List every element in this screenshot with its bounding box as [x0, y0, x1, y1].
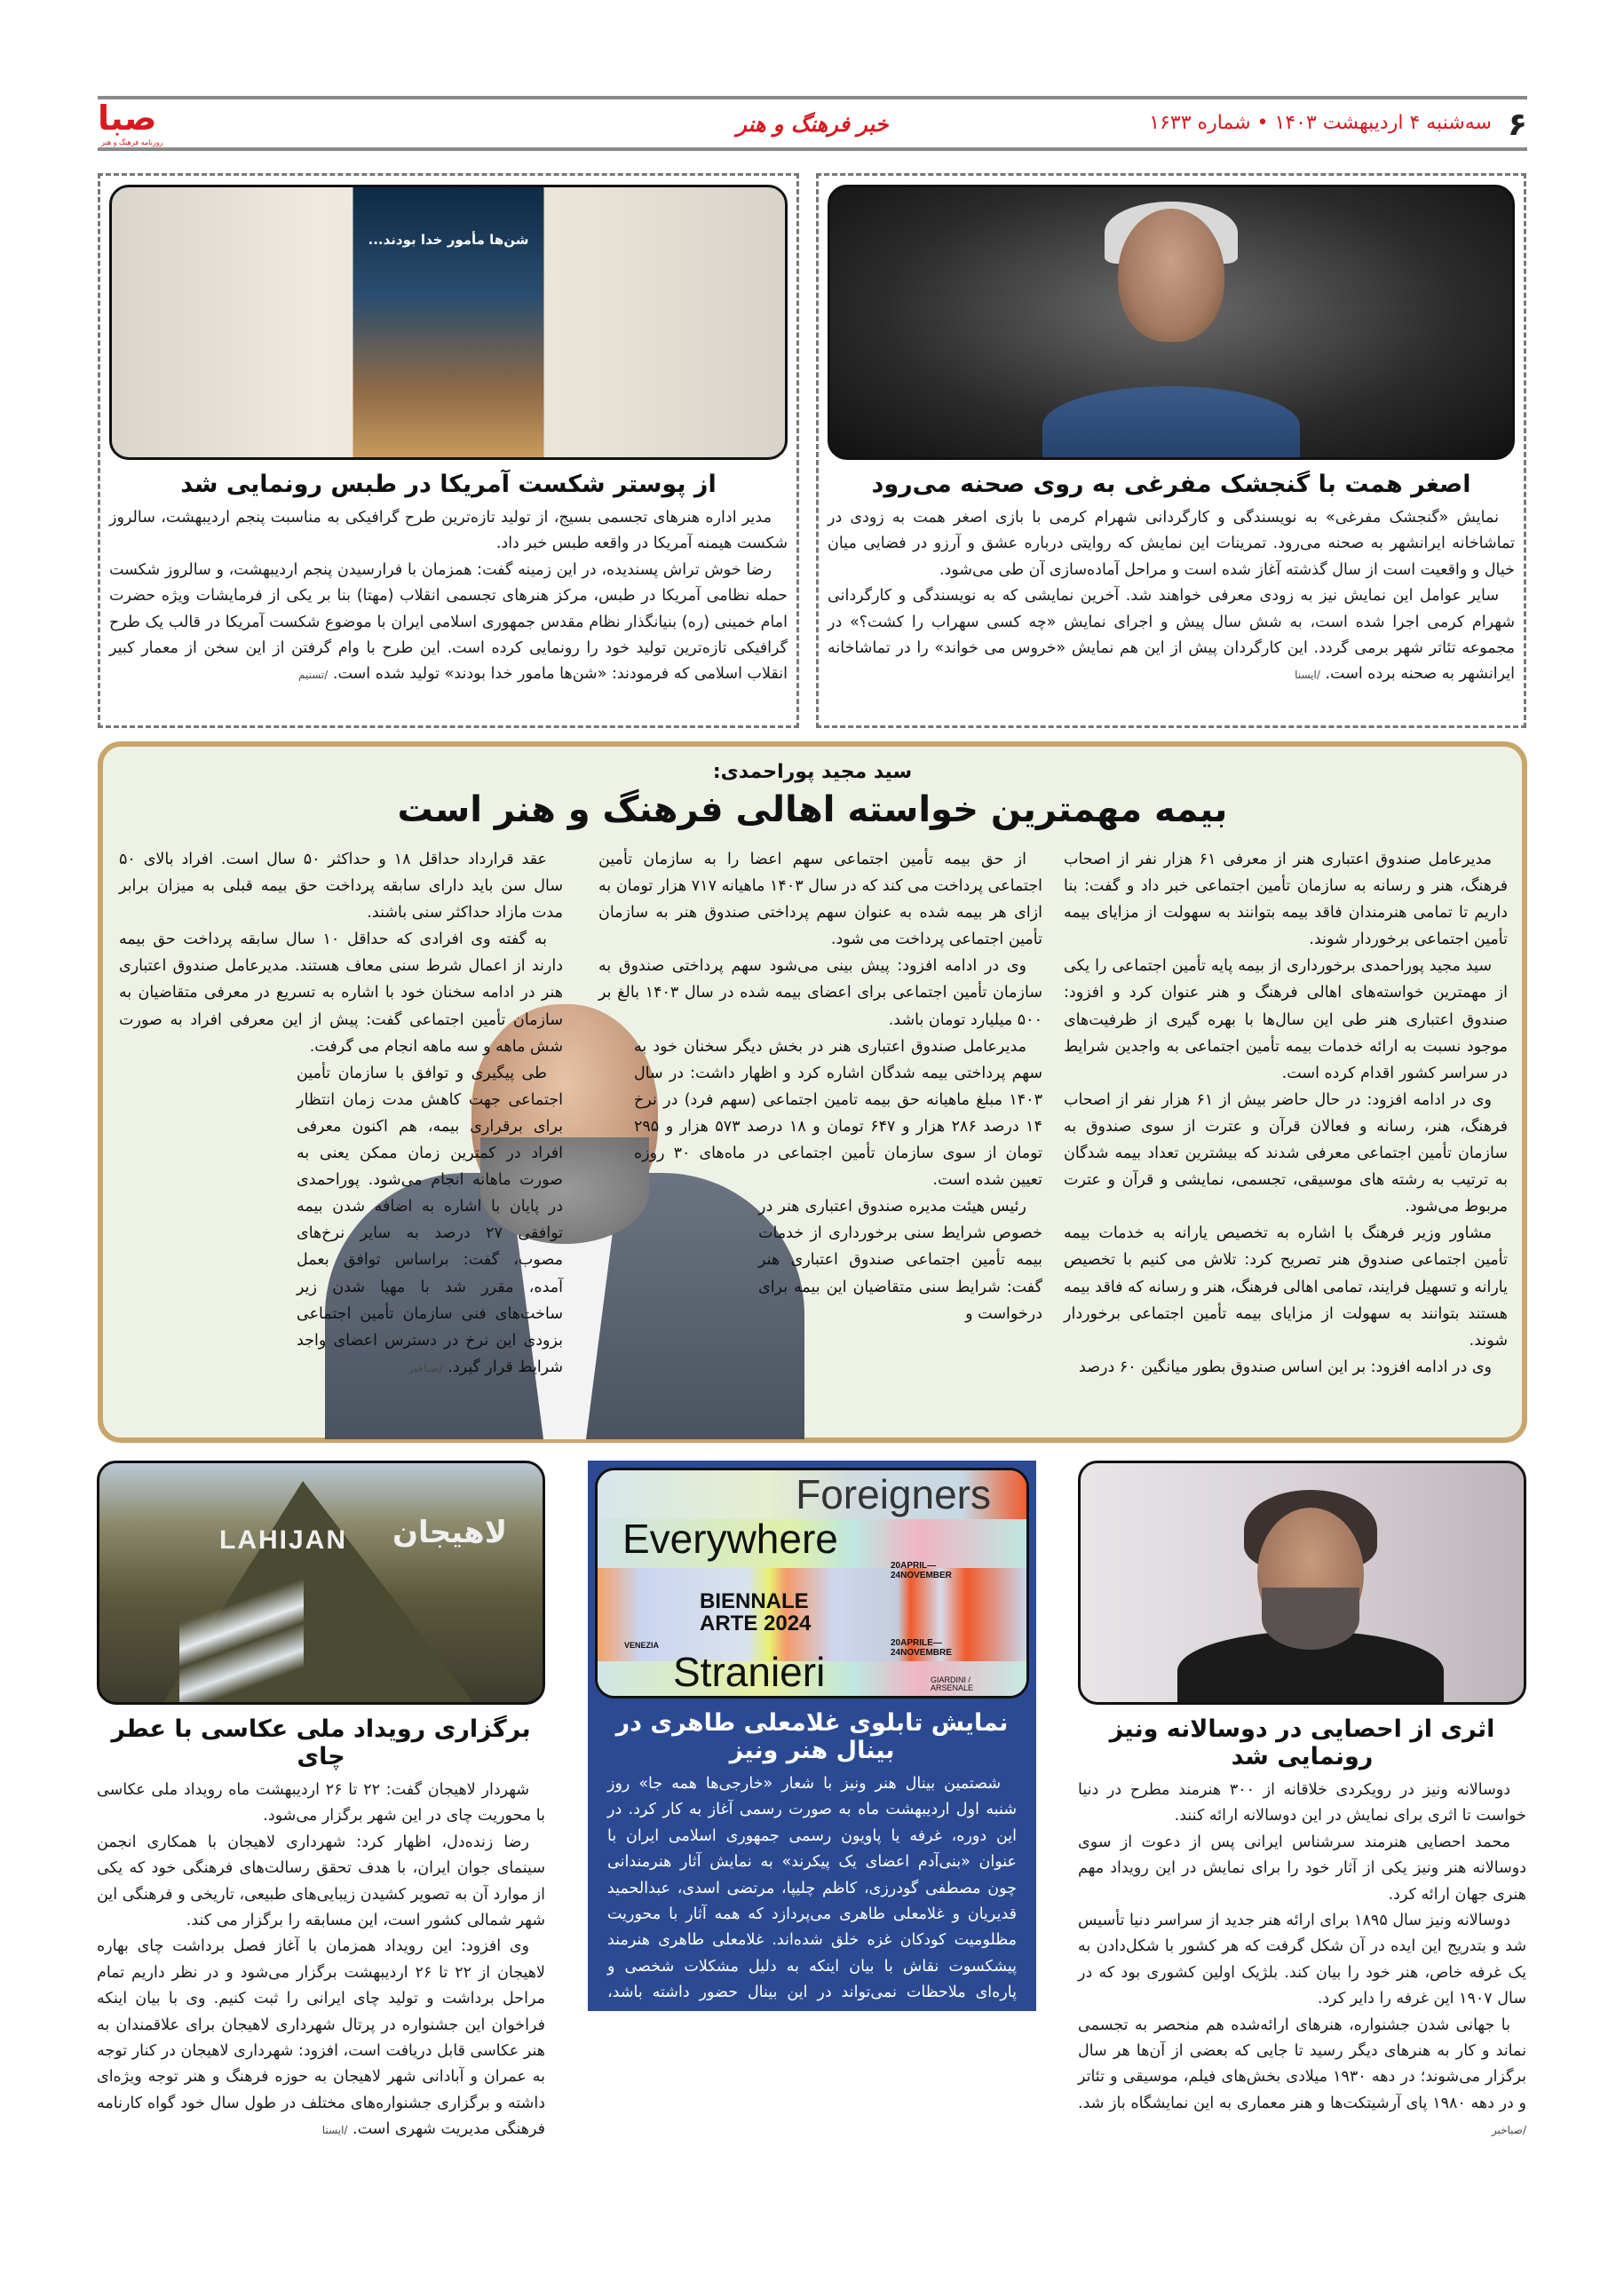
masthead	[98, 96, 1527, 151]
poster-title: شن‌ها مأمور خدا بودند...	[368, 232, 529, 248]
biennale-dates-en: 20APRIL— 24NOVEMBER	[891, 1561, 952, 1580]
article-paragraph: رضا زنده‌دل، اظهار کرد: شهرداری لاهیجان با همکاری انجمن سینمای جوان ایران، با هدف تحقق رسالت‌های فرهنگی خود که یکی از موارد آن به تصویر کشیدن زیبایی‌های طبیعی، تاریخی و فرهنگی این شهر شمالی کشور است، این مسابقه را برگزار می کند.	[97, 1833, 545, 1929]
article-headline: از پوستر شکست آمریکا در طبس رونمایی شد	[180, 471, 717, 498]
feature-paragraph: وی در ادامه افزود: پیش بینی می‌شود سهم پرداختی صندوق به سازمان تأمین اجتماعی برای اعضای بیمه شده در سال ۱۴۰۳ بالغ بر ۵۰۰ میلیارد تومان باشد.	[598, 957, 1042, 1029]
feature-title: بیمه مهمترین خواسته اهالی فرهنگ و هنر است	[397, 789, 1228, 830]
newspaper-logo: صبا	[98, 99, 157, 138]
feature-paragraph: وی در ادامه افزود: در حال حاضر بیش از ۶۱ هزار نفر از اصحاب فرهنگ، هنر، رسانه و فعالان قرآن و عترت از سوی صندوق به سازمان تأمین اجتماعی معرفی شدند که بیشترین تعداد بیمه شدگان به ترتیب به رشته های موسیقی، تجسمی، نمایشی و قرآن و عترت مربوط می‌شود.	[1064, 1090, 1508, 1216]
article-photo-lahijan	[97, 1461, 545, 1705]
page-number: ۶	[1508, 107, 1527, 143]
article-headline: نمایش تابلوی غلامعلی طاهری در بینال هنر ونیز	[615, 1709, 1009, 1764]
biennale-line-foreigners: Foreigners	[796, 1471, 991, 1517]
article-paragraph: با جهانی شدن جشنواره، هنرهای ارائه‌شده هم منحصر به تجسمی نماند و کار به هنرهای دیگر رسید تا جایی که بعضی از آن‌ها هر سال برگزار می‌شوند؛ در دهه ۱۹۳۰ میلادی بخش‌های فیلم، موسیقی و تئاتر و در دهه ۱۹۸۰ پای آرشیتکت‌ها و هنر معماری به این نمایشگاه باز شد. /صباخبر	[1078, 2016, 1527, 2137]
article-paragraph: مدیر اداره هنرهای تجسمی بسیج، از تولید تازه‌ترین طرح گرافیکی به مناسبت پنجم اردیبهشت، سالروز شکست هیمنه آمریکا در واقعه طبس خبر داد.	[109, 509, 788, 553]
feature-column-right	[1064, 846, 1508, 1381]
article-source: /صباخبر	[408, 1361, 443, 1374]
article-tabas-poster	[98, 173, 799, 728]
feature-paragraph: رئیس هیئت مدیره صندوق اعتباری هنر در خصوص شرایط سنی برخورداری از خدمات بیمه تأمین اجتماعی صندوق اعتباری هنر گفت: شرایط سنی متقاضیان این بیمه برای درخواست و	[758, 1198, 1042, 1323]
article-source: /ایسنا	[1295, 669, 1320, 682]
feature-paragraph: به گفته وی افرادی که حداقل ۱۰ سال سابقه پرداخت حق بیمه دارند از اعمال شرط سنی معاف هستند. مدیرعامل صندوق اعتباری هنر در ادامه سخنان خود با اشاره به تسریع در معرفی متقاضیان به سازمان تأمین اجتماعی گفت: پیش از این معرفی افراد به صورت شش ماهه و سه ماهه انجام می گرفت.	[119, 931, 563, 1056]
article-ehsaei-venice	[1078, 1461, 1526, 2142]
article-headline: اثری از احصایی در دوسالانه ونیز رونمایی شد	[1109, 1715, 1495, 1770]
article-asghar-hemmat	[816, 173, 1526, 728]
article-headline: برگزاری رویداد ملی عکاسی با عطر چای	[111, 1715, 531, 1770]
issue-date-line: سه‌شنبه ۴ اردیبهشت ۱۴۰۳ • شماره ۱۶۳۳	[1149, 112, 1492, 134]
feature-paragraph: عقد قرارداد حداقل ۱۸ و حداکثر ۵۰ سال است. افراد بالای ۵۰ سال سن باید دارای سابقه پرداخت حق بیمه قبلی به میزان برابر مدت مازاد حداکثر سنی باشند.	[119, 851, 563, 923]
article-headline: اصغر همت با گنجشک مفرغی به روی صحنه می‌رود	[871, 471, 1471, 498]
article-source: /ایسنا	[321, 2124, 348, 2137]
biennale-line-stranieri: Stranieri	[673, 1649, 826, 1695]
article-paragraph: شصتمین بینال هنر ونیز با شعار «خارجی‌ها همه جا» روز شنبه اول اردیبهشت ماه به صورت رسمی آغاز به کار کرد. در این دوره، غرفه یا پاویون رسمی جمهوری اسلامی ایران با عنوان «بنی‌آدم اعضای یک پیکرند» به نمایش آثار هنرمندانی چون مصطفی گودرزی، کاظم چلیپا، مرتضی اسدی، عبدالحمید قدیریان و غلامعلی طاهری می‌پردازد که همه آثار با محوریت مظلومیت کودکان غزه خلق شده‌اند. غلامعلی طاهری هنرمند پیشکسوت نقاش با بیان اینکه به دلیل مشکلات شخصی و پاره‌ای ملاحظات نمی‌تواند در این بینال حضور داشته باشد، اظهار کرد: از من خواسته شد تا اثری درباره کودکان غزه خلق کنم که در هر حال این کار را انجام دادم و این اثر در بینال ونیز حضور خواهد داشت اما من حضور فیزیکی در این رویداد نخواهم داشت. این هنرمند نقاش بیان کرد: اثری که خلق کردم رئالیستی است و با فضا و رنگ‌های تیره کار شده است. /مهر	[607, 1775, 1017, 2133]
article-paragraph: دوسالانه ونیز سال ۱۸۹۵ برای ارائه هنر جدید از سراسر دنیا تأسیس شد و بتدریج این ایده در آن شکل گرفت که هر کشور با شکل‌دادن به یک غرفه خاص، هنر خود را بیان کند. بلژیک اولین کشوری بود که در سال ۱۹۰۷ این غرفه را دایر کرد.	[1078, 1911, 1526, 2008]
article-lahijan-photo-event	[97, 1461, 545, 2142]
article-paragraph: نمایش «گنجشک مفرغی» به نویسندگی و کارگردانی شهرام کرمی با بازی اصغر همت به زودی در تماشاخانه ایرانشهر به صحنه می‌رود. تمرینات این نمایش که روایتی درباره عشق و آرزو در فضایی میان خیال و واقعیت است از سال گذشته آغاز شده است و مراحل آماده‌سازی آن طی می‌شود.	[828, 509, 1515, 579]
article-source: /تسنیم	[297, 669, 329, 682]
feature-paragraph: طی پیگیری و توافق با سازمان تأمین اجتماعی جهت کاهش مدت زمان انتظار برای برقراری بیمه، هم اکنون معرفی افراد در کمترین زمان ممکن یعنی به صورت ماهانه انجام می‌شود. پوراحمدی در پایان با اشاره به اضافه شدن بیمه توافقی ۲۷ درصد به سایر نرخ‌های مصوب، گفت: براساس توافق بعمل آمده، مقرر شد با مهیا شدن زیر ساخت‌های فنی سازمان تأمین اجتماعی بزودی این نرخ در دسترس اعضای واجد شرایط قرار گیرد. /صباخبر	[297, 1064, 563, 1376]
feature-paragraph: مشاور وزیر فرهنگ با اشاره به تخصیص یارانه به خدمات بیمه تأمین اجتماعی صندوق هنر تصریح کرد: تلاش می کنیم با تخصیص یارانه و تسهیل فرایند، تمامی اهالی فرهنگ، هنر و رسانه که فاقد بیمه هستند بتوانند به سهولت از مزایای بیمه تأمین اجتماعی برخوردار شوند.	[1064, 1224, 1508, 1350]
article-paragraph: دوسالانه ونیز در رویکردی خلاقانه از ۳۰۰ هنرمند مطرح در دنیا خواست تا اثری برای نمایش در این دوسالانه ارائه کنند.	[1078, 1781, 1526, 1826]
feature-kicker: سید مجید پوراحمدی:	[712, 761, 913, 783]
feature-column-middle	[598, 846, 1042, 1327]
biennale-dates-it: 20APRILE— 24NOVEMBRE	[891, 1638, 952, 1658]
article-photo-portrait	[828, 185, 1515, 460]
biennale-poster-image	[595, 1468, 1029, 1699]
article-paragraph: سایر عوامل این نمایش نیز به زودی معرفی خواهند شد. آخرین نمایشی که به نویسندگی و کارگردانی شهرام کرمی اجرا شده است، به شش سال پیش و اجرای نمایش «چه کسی سهراب را کشت؟» در مجموعه تئاتر شهر برمی گردد. این کارگردان پیش از این هم نمایش «خروس می خواند» را در تماشاخانه ایرانشهر به صحنه برده است. /ایسنا	[828, 587, 1515, 684]
article-source: /صباخبر	[1491, 2124, 1526, 2137]
feature-column-left	[119, 846, 563, 1381]
feature-paragraph: سید مجید پوراحمدی برخورداری از بیمه پایه تأمین اجتماعی را یکی از مهمترین خواسته‌های اهالی فرهنگ و هنر عنوان کرد و افزود: صندوق اعتباری هنر طی این سال‌ها با بهره گیری از ظرفیت‌های موجود نسبت به ارائه خدمات بیمه تأمین اجتماعی به واجدین شرایط در سراسر کشور اقدام کرده است.	[1064, 957, 1508, 1082]
article-paragraph: شهردار لاهیجان گفت: ۲۲ تا ۲۶ اردیبهشت ماه رویداد ملی عکاسی با محوریت چای در این شهر برگزار می‌شود.	[97, 1781, 545, 1826]
feature-paragraph: مدیرعامل صندوق اعتباری هنر از معرفی ۶۱ هزار نفر از اصحاب فرهنگ، هنر و رسانه به سازمان تأمین اجتماعی خبر داد و گفت: بنا داریم تا تمامی هنرمندان فاقد بیمه بتوانند به سهولت از مزایای بیمه تأمین اجتماعی برخوردار شوند.	[1064, 851, 1508, 949]
poster-image	[353, 187, 544, 457]
article-photo-poster	[109, 185, 788, 460]
article-taheri-biennale	[588, 1461, 1036, 2133]
biennale-city: VENEZIA	[624, 1641, 660, 1650]
article-body	[1078, 1778, 1526, 2142]
lahijan-sign-persian: لاهیجان	[392, 1515, 508, 1550]
feature-paragraph: وی در ادامه افزود: بر این اساس صندوق بطور میانگین ۶۰ درصد	[1079, 1358, 1492, 1376]
newspaper-logo-tagline: روزنامه فرهنگ و هنر	[101, 139, 163, 147]
article-body	[595, 1771, 1029, 2136]
article-body	[97, 1778, 545, 2142]
biennale-line-everywhere: Everywhere	[622, 1516, 838, 1562]
lahijan-sign-latin: LAHIJAN	[219, 1525, 348, 1555]
feature-paragraph: مدیرعامل صندوق اعتباری هنر در بخش دیگر سخنان خود به سهم پرداختی بیمه شدگان اشاره کرد و اظهار داشت: در سال ۱۴۰۳ مبلغ ماهیانه حق بیمه تامین اجتماعی (سهم فرد) در نرخ ۱۴ درصد ۲۸۶ هزار و ۶۴۷ تومان و ۱۸ درصد ۵۷۳ هزار و ۲۹۵ تومان از سوی سازمان تأمین اجتماعی در ماه‌های ۳۰ روزه تعیین شده است.	[634, 1037, 1042, 1190]
article-paragraph: وی افزود: این رویداد همزمان با آغاز فصل برداشت چای بهاره لاهیجان از ۲۲ تا ۲۶ اردیبهشت برگزار می‌شود و در نظر داریم تمام مراحل برداشت و تولید چای ایرانی را ثبت کنیم. وی با بیان اینکه فراخوان این جشنواره در پرتال شهرداری لاهیجان برای علاقمندان به هنر عکاسی قابل دریافت است، افزود: شهرداری لاهیجان در کنار توجه به عمران و آبادانی شهر لاهیجان به حوزه فرهنگ و هنر توجه ویژه‌ای داشته و برگزاری جشنواره‌های مختلف در طول سال خود گواه کارنامه فرهنگی مدیریت شهری است. /ایسنا	[97, 1937, 545, 2139]
feature-article-insurance	[98, 741, 1527, 1443]
article-body	[828, 505, 1515, 688]
article-source: /مهر	[701, 2118, 723, 2131]
article-paragraph: محمد احصایی هنرمند سرشناس ایرانی پس از دعوت از سوی دوسالانه هنر ونیز یکی از آثار خود را برای نمایش در این رویداد مهم هنری جهان ارائه کرد.	[1078, 1833, 1526, 1904]
article-body	[109, 505, 788, 688]
biennale-title: BIENNALE ARTE 2024	[700, 1589, 812, 1636]
section-title: خبر فرهنگ و هنر	[736, 112, 889, 137]
feature-paragraph: از حق بیمه تأمین اجتماعی سهم اعضا را به سازمان تأمین اجتماعی پرداخت می کند که در سال ۱۴۰۳ ماهیانه ۷۱۷ هزار تومان به ازای هر بیمه شده به عنوان سهم پرداختی صندوق هنر به سازمان تأمین اجتماعی پرداخت می شود.	[598, 851, 1042, 949]
article-photo-portrait	[1078, 1461, 1526, 1705]
article-paragraph: رضا خوش تراش پسندیده، در این زمینه گفت: همزمان با فرارسیدن پنجم اردیبهشت، و سالروز شکست حمله نظامی آمریکا در طبس، مرکز هنرهای تجسمی انقلاب (مهتا) بنا بر یکی از فرمایشات ویژه حضرت امام خمینی (ره) بنیانگذار نظام مقدس جمهوری اسلامی ایران با موضوع شکست آمریکا در قالب یک طرح گرافیکی تازه‌ترین تولید خود را رونمایی کرده است. این طرح با وام گرفتن از این سخن از معمار کبیر انقلاب اسلامی که فرمودند: «شن‌ها مامور خدا بودند» تولید شده است. /تسنیم	[109, 560, 788, 684]
biennale-venue: GIARDINI / ARSENALE	[931, 1675, 974, 1693]
